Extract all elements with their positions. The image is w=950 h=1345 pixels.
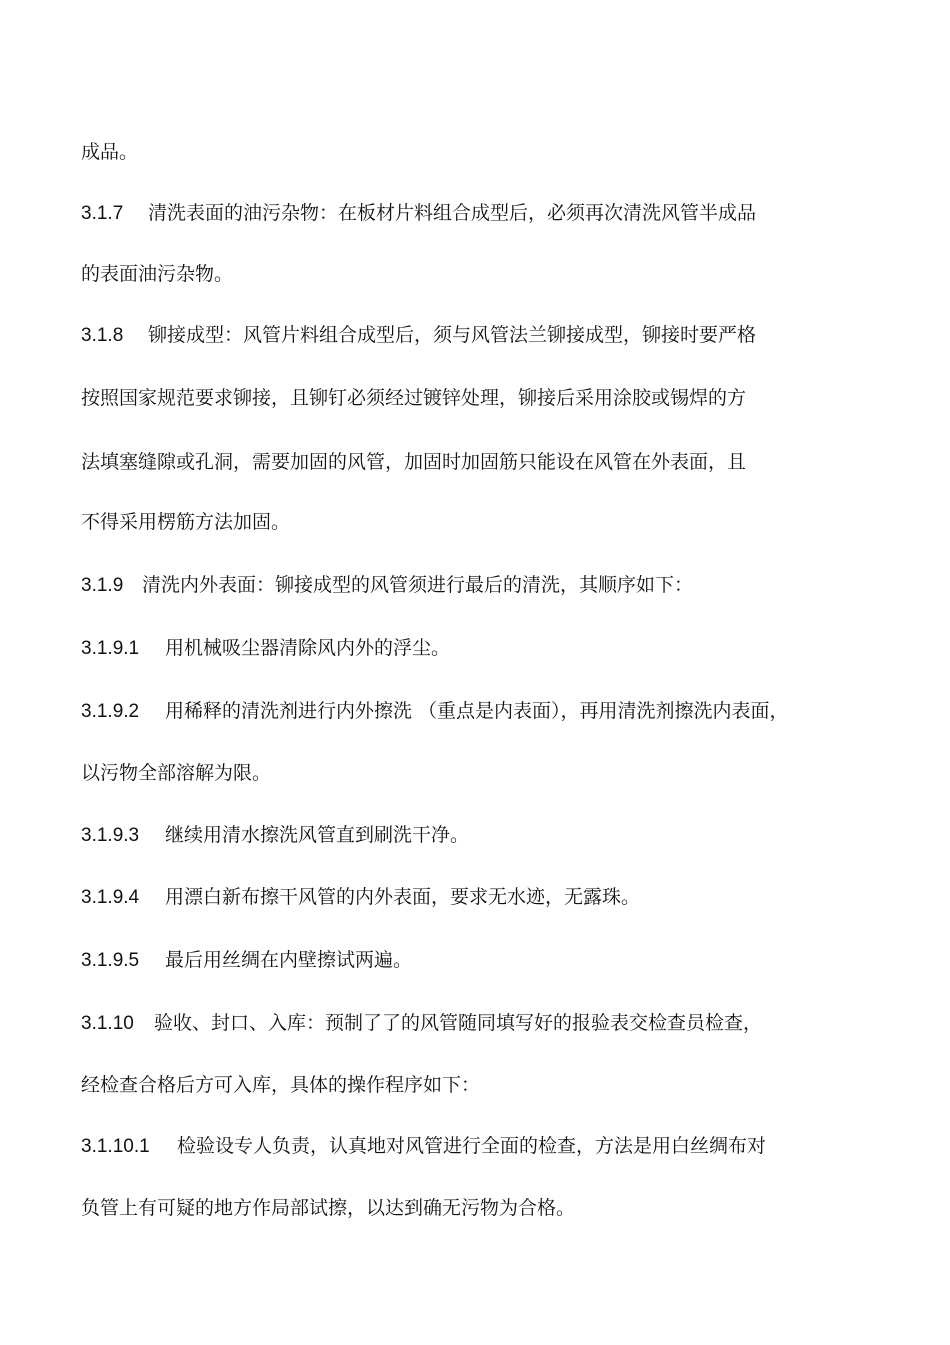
line-text: 不得采用楞筋方法加固。	[81, 511, 291, 533]
section-number: 3.1.8	[81, 325, 124, 346]
section-3-1-9-3	[81, 823, 469, 848]
text-line	[81, 510, 290, 534]
text-line	[81, 761, 271, 785]
line-text: 铆接成型：风管片料组合成型后，须与风管法兰铆接成型，铆接时要严格	[148, 324, 757, 346]
section-number: 3.1.9.2	[81, 701, 140, 722]
line-text: 按照国家规范要求铆接，且铆钉必须经过镀锌处理，铆接后采用涂胶或锡焊的方	[81, 387, 747, 409]
line-text: 法填塞缝隙或孔洞，需要加固的风管，加固时加固筋只能设在风管在外表面，且	[81, 451, 747, 473]
text-line	[81, 1196, 575, 1220]
line-text: 验收、封口、入库：预制了了的风管随同填写好的报验表交检查员检查，	[154, 1012, 763, 1034]
section-number: 3.1.9.4	[81, 887, 140, 908]
text-line	[81, 1073, 480, 1097]
section-3-1-9-2	[81, 699, 789, 724]
section-number: 3.1.9.1	[81, 638, 140, 659]
line-text: 负管上有可疑的地方作局部试擦，以达到确无污物为合格。	[81, 1197, 576, 1219]
section-number: 3.1.9.5	[81, 950, 140, 971]
line-text: 以污物全部溶解为限。	[81, 762, 272, 784]
line-text: 用机械吸尘器清除风内外的浮尘。	[165, 637, 451, 659]
line-text: 成品。	[81, 141, 139, 163]
section-number: 3.1.10.1	[81, 1136, 150, 1157]
text-line	[81, 386, 746, 410]
section-3-1-7	[81, 201, 756, 226]
section-3-1-10	[81, 1011, 762, 1036]
section-number: 3.1.10	[81, 1013, 134, 1034]
line-text: 清洗表面的油污杂物：在板材片料组合成型后，必须再次清洗风管半成品	[148, 202, 757, 224]
section-number: 3.1.9	[81, 575, 124, 596]
text-line	[81, 140, 138, 164]
line-text: 清洗内外表面：铆接成型的风管须进行最后的清洗，其顺序如下：	[142, 574, 694, 596]
line-text: 最后用丝绸在内壁擦试两遍。	[165, 949, 413, 971]
line-text: 检验设专人负责，认真地对风管进行全面的检查，方法是用白丝绸布对	[177, 1135, 767, 1157]
line-text: 继续用清水擦洗风管直到刷洗干净。	[165, 824, 470, 846]
text-line	[81, 262, 233, 286]
section-number: 3.1.7	[81, 203, 124, 224]
section-3-1-9	[81, 573, 693, 598]
section-3-1-9-4	[81, 885, 640, 910]
section-number: 3.1.9.3	[81, 825, 140, 846]
section-3-1-9-1	[81, 636, 450, 661]
line-text: 经检查合格后方可入库，具体的操作程序如下：	[81, 1074, 481, 1096]
text-line	[81, 450, 746, 474]
section-3-1-8	[81, 323, 756, 348]
line-text: 用漂白新布擦干风管的内外表面，要求无水迹，无露珠。	[165, 886, 641, 908]
line-text: 用稀释的清洗剂进行内外擦洗 （重点是内表面），再用清洗剂擦洗内表面，	[165, 700, 789, 722]
line-text: 的表面油污杂物。	[81, 263, 234, 285]
section-3-1-10-1	[81, 1134, 766, 1159]
section-3-1-9-5	[81, 948, 412, 973]
